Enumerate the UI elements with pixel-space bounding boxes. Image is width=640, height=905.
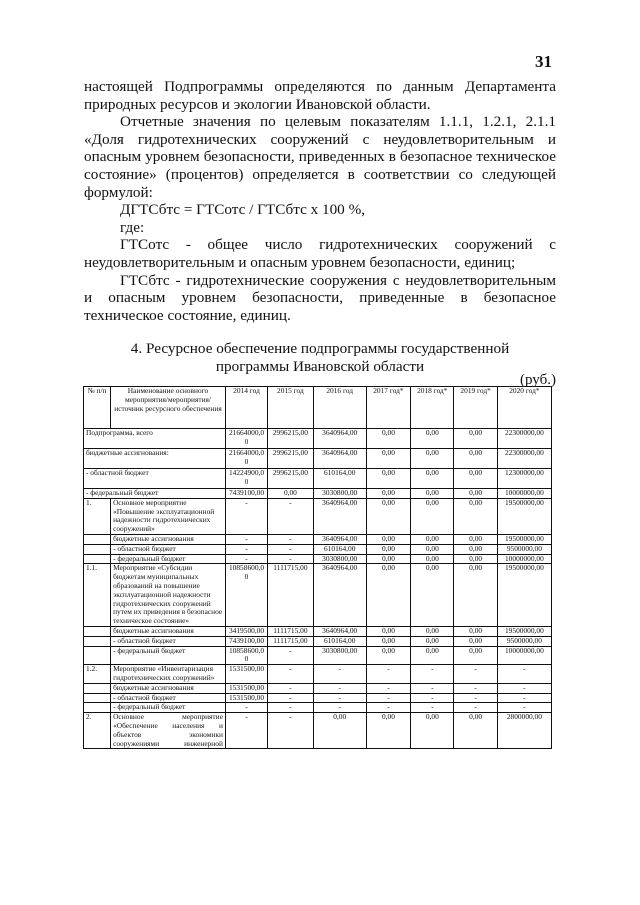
cell-2014: 7439100,00	[225, 636, 267, 646]
cell-2015: -	[268, 534, 314, 544]
cell-2019: 0,00	[454, 636, 497, 646]
cell-2018: 0,00	[411, 534, 454, 544]
cell-2014: 1531500,00	[225, 693, 267, 703]
row-number	[84, 646, 111, 665]
cell-2015: -	[268, 646, 314, 665]
cell-2014: 21664000,00	[225, 449, 267, 469]
table-header-row	[84, 387, 552, 429]
cell-2014: 3419500,00	[225, 626, 267, 636]
row-label: - областной бюджет	[111, 693, 226, 703]
cell-2019: 0,00	[454, 626, 497, 636]
cell-2019: 0,00	[454, 498, 497, 534]
cell-2018: 0,00	[411, 544, 454, 554]
cell-2019: 0,00	[454, 449, 497, 469]
row-number	[84, 534, 111, 544]
cell-2017: 0,00	[366, 498, 410, 534]
section-title	[84, 340, 556, 375]
header-2017: 2017 год*	[366, 387, 410, 429]
cell-2015: -	[268, 713, 314, 749]
table-row	[84, 469, 552, 489]
cell-2017: 0,00	[366, 626, 410, 636]
cell-2019: -	[454, 683, 497, 693]
cell-2016: 610164,00	[313, 469, 366, 489]
cell-2015: 2996215,00	[268, 429, 314, 449]
header-2014: 2014 год	[225, 387, 267, 429]
cell-2015: -	[268, 554, 314, 564]
cell-2014: 7439100,00	[225, 489, 267, 499]
row-label: Основное мероприятие «Повышение эксплуатационной надежности гидротехнических сооружений»	[111, 498, 226, 534]
row-number: 2.	[84, 713, 111, 749]
cell-2015: -	[268, 498, 314, 534]
paragraph-indicators: Отчетные значения по целевым показателям 1.1.1, 1.2.1, 2.1.1 «Доля гидротехнических сооружений с неудовлетворительным и опасным уровнем безопасности, приведенных в безопасное техническое состояние» (процентов) определяется в соответствии со следующей формулой:	[84, 113, 556, 201]
table-row	[84, 683, 552, 693]
cell-2017: 0,00	[366, 646, 410, 665]
cell-2019: -	[454, 665, 497, 684]
header-num: № п/п	[84, 387, 111, 429]
cell-2018: 0,00	[411, 498, 454, 534]
cell-2018: 0,00	[411, 564, 454, 627]
table-row	[84, 646, 552, 665]
row-label: Подпрограмма, всего	[84, 429, 226, 449]
cell-2018: -	[411, 693, 454, 703]
cell-2015: 2996215,00	[268, 449, 314, 469]
cell-2019: 0,00	[454, 469, 497, 489]
cell-2015: 1111715,00	[268, 564, 314, 627]
resource-table	[83, 386, 552, 749]
cell-2020: 22300000,00	[497, 429, 551, 449]
cell-2016: -	[313, 665, 366, 684]
cell-2015: -	[268, 683, 314, 693]
cell-2016: 0,00	[313, 713, 366, 749]
cell-2017: 0,00	[366, 636, 410, 646]
cell-2019: -	[454, 693, 497, 703]
cell-2018: 0,00	[411, 554, 454, 564]
row-label: - федеральный бюджет	[111, 646, 226, 665]
table-row	[84, 489, 552, 499]
cell-2016: 3640964,00	[313, 449, 366, 469]
cell-2019: -	[454, 703, 497, 713]
cell-2014: 1531500,00	[225, 683, 267, 693]
cell-2019: 0,00	[454, 544, 497, 554]
cell-2014: -	[225, 498, 267, 534]
cell-2015: 0,00	[268, 489, 314, 499]
currency-unit: (руб.)	[520, 372, 556, 388]
cell-2018: 0,00	[411, 713, 454, 749]
cell-2020: 10000000,00	[497, 489, 551, 499]
cell-2020: 19500000,00	[497, 534, 551, 544]
cell-2014: 10858600,00	[225, 646, 267, 665]
cell-2020: 2800000,00	[497, 713, 551, 749]
cell-2017: 0,00	[366, 469, 410, 489]
header-2018: 2018 год*	[411, 387, 454, 429]
cell-2017: -	[366, 683, 410, 693]
row-number: 1.2.	[84, 665, 111, 684]
table-row	[84, 564, 552, 627]
cell-2017: 0,00	[366, 489, 410, 499]
cell-2016: 3640964,00	[313, 564, 366, 627]
cell-2014: 21664000,00	[225, 429, 267, 449]
row-label: - областной бюджет	[84, 469, 226, 489]
cell-2017: 0,00	[366, 544, 410, 554]
body-text	[84, 78, 556, 324]
cell-2020: 9500000,00	[497, 636, 551, 646]
row-label: - федеральный бюджет	[111, 554, 226, 564]
cell-2015: -	[268, 544, 314, 554]
cell-2017: 0,00	[366, 713, 410, 749]
row-label: Мероприятие «Инвентаризация гидротехнических сооружений»	[111, 665, 226, 684]
cell-2014: 10858600,00	[225, 564, 267, 627]
cell-2017: 0,00	[366, 449, 410, 469]
cell-2014: -	[225, 544, 267, 554]
cell-2018: 0,00	[411, 489, 454, 499]
row-number: 1.1.	[84, 564, 111, 627]
where-label: где:	[120, 218, 145, 236]
row-number	[84, 683, 111, 693]
row-label: - федеральный бюджет	[84, 489, 226, 499]
cell-2014: -	[225, 703, 267, 713]
section-title-line1: 4. Ресурсное обеспечение подпрограммы государственной	[130, 340, 510, 357]
cell-2014: -	[225, 554, 267, 564]
cell-2020: -	[497, 683, 551, 693]
cell-2018: 0,00	[411, 636, 454, 646]
cell-2016: 3640964,00	[313, 626, 366, 636]
cell-2015: 1111715,00	[268, 636, 314, 646]
cell-2020: 12300000,00	[497, 469, 551, 489]
cell-2016: -	[313, 683, 366, 693]
cell-2015: -	[268, 665, 314, 684]
cell-2018: -	[411, 703, 454, 713]
row-label: бюджетные ассигнования	[111, 626, 226, 636]
row-label: бюджетные ассигнования	[111, 534, 226, 544]
cell-2016: -	[313, 693, 366, 703]
cell-2020: -	[497, 665, 551, 684]
cell-2014: -	[225, 713, 267, 749]
cell-2018: 0,00	[411, 626, 454, 636]
cell-2016: 3030800,00	[313, 489, 366, 499]
definition-gtsots: ГТСотс - общее число гидротехнических сооружений с неудовлетворительным и опасным уровнем безопасности, единиц;	[84, 236, 556, 271]
cell-2020: 9500000,00	[497, 544, 551, 554]
cell-2020: 10000000,00	[497, 646, 551, 665]
definition-gtsbts: ГТСбтс - гидротехнические сооружения с неудовлетворительным и опасным уровнем безопасности, приведенные в безопасное техническое состояние, единиц.	[84, 271, 556, 324]
table-row	[84, 713, 552, 749]
cell-2020: -	[497, 693, 551, 703]
row-number: 1.	[84, 498, 111, 534]
row-number	[84, 544, 111, 554]
row-number	[84, 626, 111, 636]
section-title-line2: программы Ивановской области	[215, 357, 425, 375]
cell-2016: 3030800,00	[313, 554, 366, 564]
page-number: 31	[535, 52, 552, 71]
table-row	[84, 429, 552, 449]
cell-2018: 0,00	[411, 449, 454, 469]
header-name: Наименование основного мероприятия/мероприятия/ источник ресурсного обеспечения	[111, 387, 226, 429]
cell-2014: -	[225, 534, 267, 544]
cell-2019: 0,00	[454, 429, 497, 449]
cell-2019: 0,00	[454, 489, 497, 499]
cell-2017: 0,00	[366, 534, 410, 544]
formula: ДГТСбтс = ГТСотс / ГТСбтс х 100 %,	[120, 201, 366, 219]
row-label: Мероприятие «Субсидии бюджетам муниципальных образований на повышение эксплуатационной надежности гидротехнических сооружений путем их приведения в безопасное техническое состояние»	[111, 564, 226, 627]
cell-2019: 0,00	[454, 534, 497, 544]
cell-2016: 3030800,00	[313, 646, 366, 665]
cell-2020: 19500000,00	[497, 498, 551, 534]
cell-2019: 0,00	[454, 713, 497, 749]
cell-2017: 0,00	[366, 554, 410, 564]
cell-2019: 0,00	[454, 564, 497, 627]
row-label: - областной бюджет	[111, 544, 226, 554]
cell-2017: -	[366, 693, 410, 703]
cell-2015: 2996215,00	[268, 469, 314, 489]
header-2020: 2020 год*	[497, 387, 551, 429]
cell-2018: 0,00	[411, 646, 454, 665]
cell-2016: 3640964,00	[313, 498, 366, 534]
cell-2015: 1111715,00	[268, 626, 314, 636]
cell-2014: 1531500,00	[225, 665, 267, 684]
header-2015: 2015 год	[268, 387, 314, 429]
table-row	[84, 544, 552, 554]
table-row	[84, 449, 552, 469]
header-2016: 2016 год	[313, 387, 366, 429]
cell-2020: 19500000,00	[497, 564, 551, 627]
row-label: бюджетные ассигнования:	[84, 449, 226, 469]
cell-2016: 3640964,00	[313, 429, 366, 449]
cell-2018: 0,00	[411, 469, 454, 489]
cell-2017: 0,00	[366, 564, 410, 627]
cell-2016: 610164,00	[313, 636, 366, 646]
cell-2020: 10000000,00	[497, 554, 551, 564]
cell-2018: -	[411, 683, 454, 693]
cell-2015: -	[268, 703, 314, 713]
table-row	[84, 636, 552, 646]
cell-2019: 0,00	[454, 554, 497, 564]
cell-2020: -	[497, 703, 551, 713]
row-label: - федеральный бюджет	[111, 703, 226, 713]
cell-2018: 0,00	[411, 429, 454, 449]
paragraph-source: настоящей Подпрограммы определяются по данным Департамента природных ресурсов и экологии Ивановской области.	[84, 78, 556, 113]
header-2019: 2019 год*	[454, 387, 497, 429]
cell-2016: 610164,00	[313, 544, 366, 554]
table-row	[84, 534, 552, 544]
row-number	[84, 636, 111, 646]
row-label: Основное мероприятие «Обеспечение населения и объектов экономики сооружениями инженерной	[111, 713, 226, 749]
cell-2016: 3640964,00	[313, 534, 366, 544]
table-row	[84, 498, 552, 534]
table-row	[84, 626, 552, 636]
row-label: - областной бюджет	[111, 636, 226, 646]
cell-2017: -	[366, 665, 410, 684]
row-label: бюджетные ассигнования	[111, 683, 226, 693]
cell-2019: 0,00	[454, 646, 497, 665]
table-row	[84, 665, 552, 684]
cell-2020: 19500000,00	[497, 626, 551, 636]
row-number	[84, 693, 111, 703]
cell-2016: -	[313, 703, 366, 713]
cell-2020: 22300000,00	[497, 449, 551, 469]
cell-2017: 0,00	[366, 429, 410, 449]
cell-2018: -	[411, 665, 454, 684]
cell-2014: 14224900,00	[225, 469, 267, 489]
cell-2017: -	[366, 703, 410, 713]
cell-2015: -	[268, 693, 314, 703]
